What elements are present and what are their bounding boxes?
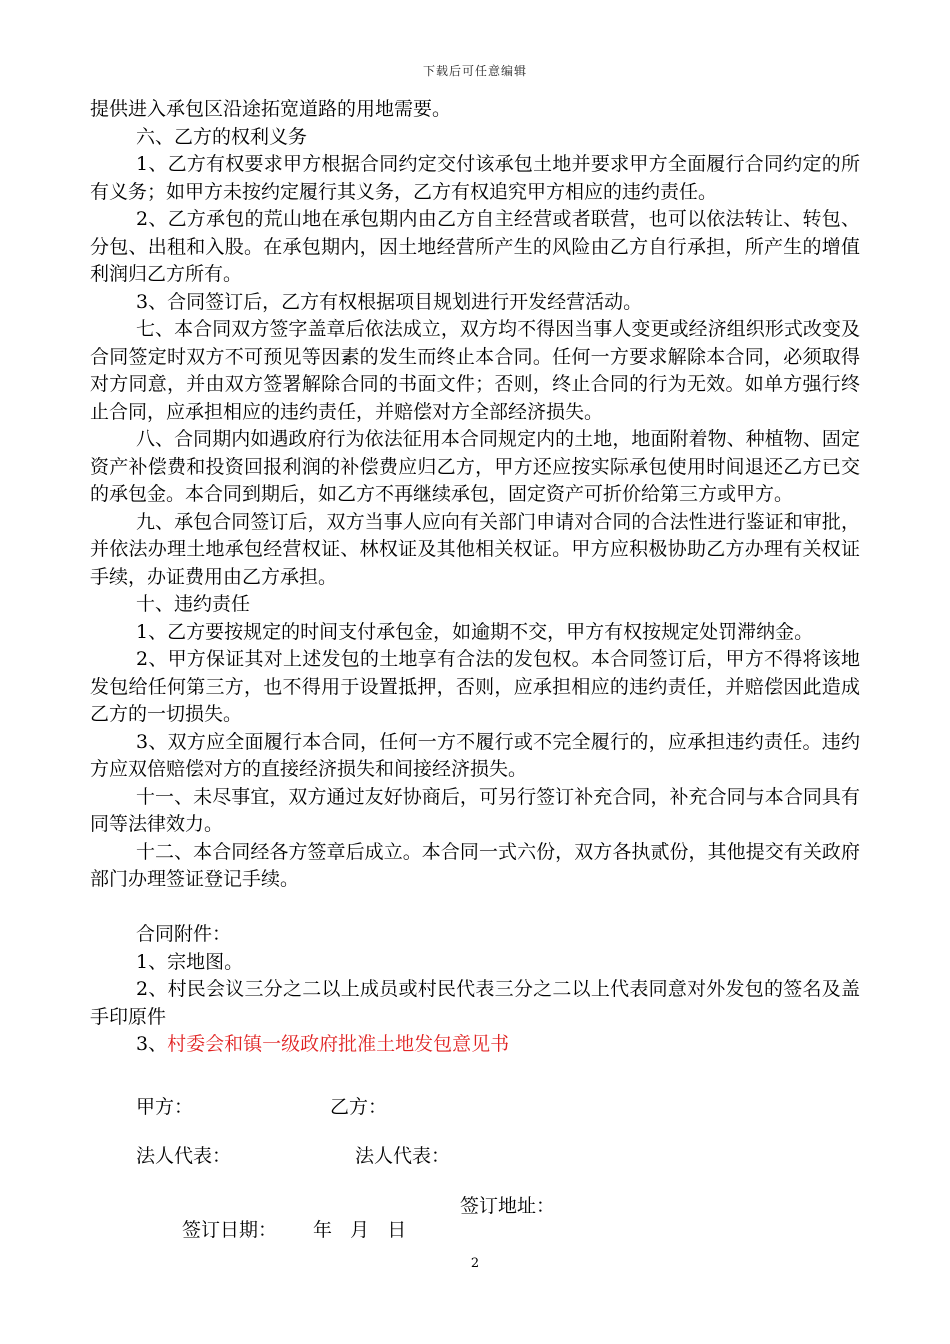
signing-date-value: 年 月 日 bbox=[313, 1219, 407, 1241]
contract-body bbox=[90, 96, 860, 1059]
paragraph: 十一、未尽事宜，双方通过友好协商后，可另行签订补充合同，补充合同与本合同具有同等法律效力。 bbox=[90, 785, 860, 835]
paragraph: 1、乙方要按规定的时间支付承包金，如逾期不交，甲方有权按规定处罚滞纳金。 bbox=[136, 620, 814, 643]
attachment-item-number: 3、 bbox=[136, 1033, 168, 1055]
section-heading: 六、乙方的权利义务 bbox=[136, 125, 308, 148]
paragraph: 十二、本合同经各方签章后成立。本合同一式六份，双方各执贰份，其他提交有关政府部门办理签证登记手续。 bbox=[90, 840, 860, 890]
section-heading: 十、违约责任 bbox=[136, 593, 251, 615]
party-b-representative-label: 法人代表： bbox=[355, 1145, 451, 1167]
blank-line bbox=[90, 894, 860, 922]
page-number: 2 bbox=[470, 1256, 480, 1271]
paragraph: 提供进入承包区沿途拓宽道路的用地需要。 bbox=[90, 98, 452, 120]
party-b-label: 乙方： bbox=[330, 1096, 388, 1118]
paragraph: 1、乙方有权要求甲方根据合同约定交付该承包土地并要求甲方全面履行合同约定的所有义务；如甲方未按约定履行其义务，乙方有权追究甲方相应的违约责任。 bbox=[90, 153, 860, 203]
paragraph: 3、双方应全面履行本合同，任何一方不履行或不完全履行的，应承担违约责任。违约方应双倍赔偿对方的直接经济损失和间接经济损失。 bbox=[90, 730, 860, 780]
attachments-title: 合同附件： bbox=[136, 923, 232, 945]
attachment-item: 1、宗地图。 bbox=[136, 950, 244, 973]
signing-date-label: 签订日期： bbox=[182, 1219, 278, 1241]
attachment-item-highlight: 村委会和镇一级政府批准土地发包意见书 bbox=[167, 1033, 510, 1055]
paragraph: 3、合同签订后，乙方有权根据项目规划进行开发经营活动。 bbox=[136, 290, 643, 313]
attachment-item: 2、村民会议三分之二以上成员或村民代表三分之二以上代表同意对外发包的签名及盖手印原件 bbox=[90, 978, 860, 1028]
page-header-note: 下载后可任意编辑 bbox=[422, 64, 527, 78]
paragraph: 2、乙方承包的荒山地在承包期内由乙方自主经营或者联营，也可以依法转让、转包、分包、出租和入股。在承包期内，因土地经营所产生的风险由乙方自行承担，所产生的增值利润归乙方所有。 bbox=[90, 208, 860, 285]
signing-place-label: 签订地址： bbox=[460, 1195, 556, 1217]
paragraph: 八、合同期内如遇政府行为依法征用本合同规定内的土地，地面附着物、种植物、固定资产补偿费和投资回报利润的补偿费应归乙方，甲方还应按实际承包使用时间退还乙方已交的承包金。本合同到期后，如乙方不再继续承包，固定资产可折价给第三方或甲方。 bbox=[90, 428, 860, 505]
paragraph: 九、承包合同签订后，双方当事人应向有关部门申请对合同的合法性进行鉴证和审批，并依法办理土地承包经营权证、林权证及其他相关权证。甲方应积极协助乙方办理有关权证手续，办证费用由乙方承担。 bbox=[90, 510, 860, 588]
party-a-representative-label: 法人代表： bbox=[136, 1145, 232, 1167]
paragraph: 七、本合同双方签字盖章后依法成立，双方均不得因当事人变更或经济组织形式改变及合同签定时双方不可预见等因素的发生而终止本合同。任何一方要求解除本合同，必须取得对方同意，并由双方签署解除合同的书面文件；否则，终止合同的行为无效。如单方强行终止合同，应承担相应的违约责任，并赔偿对方全部经济损失。 bbox=[90, 318, 860, 423]
party-a-label: 甲方： bbox=[136, 1096, 194, 1118]
paragraph: 2、甲方保证其对上述发包的土地享有合法的发包权。本合同签订后，甲方不得将该地发包给任何第三方，也不得用于设置抵押，否则，应承担相应的违约责任，并赔偿因此造成乙方的一切损失。 bbox=[90, 648, 860, 725]
attachment-item bbox=[90, 1031, 860, 1059]
